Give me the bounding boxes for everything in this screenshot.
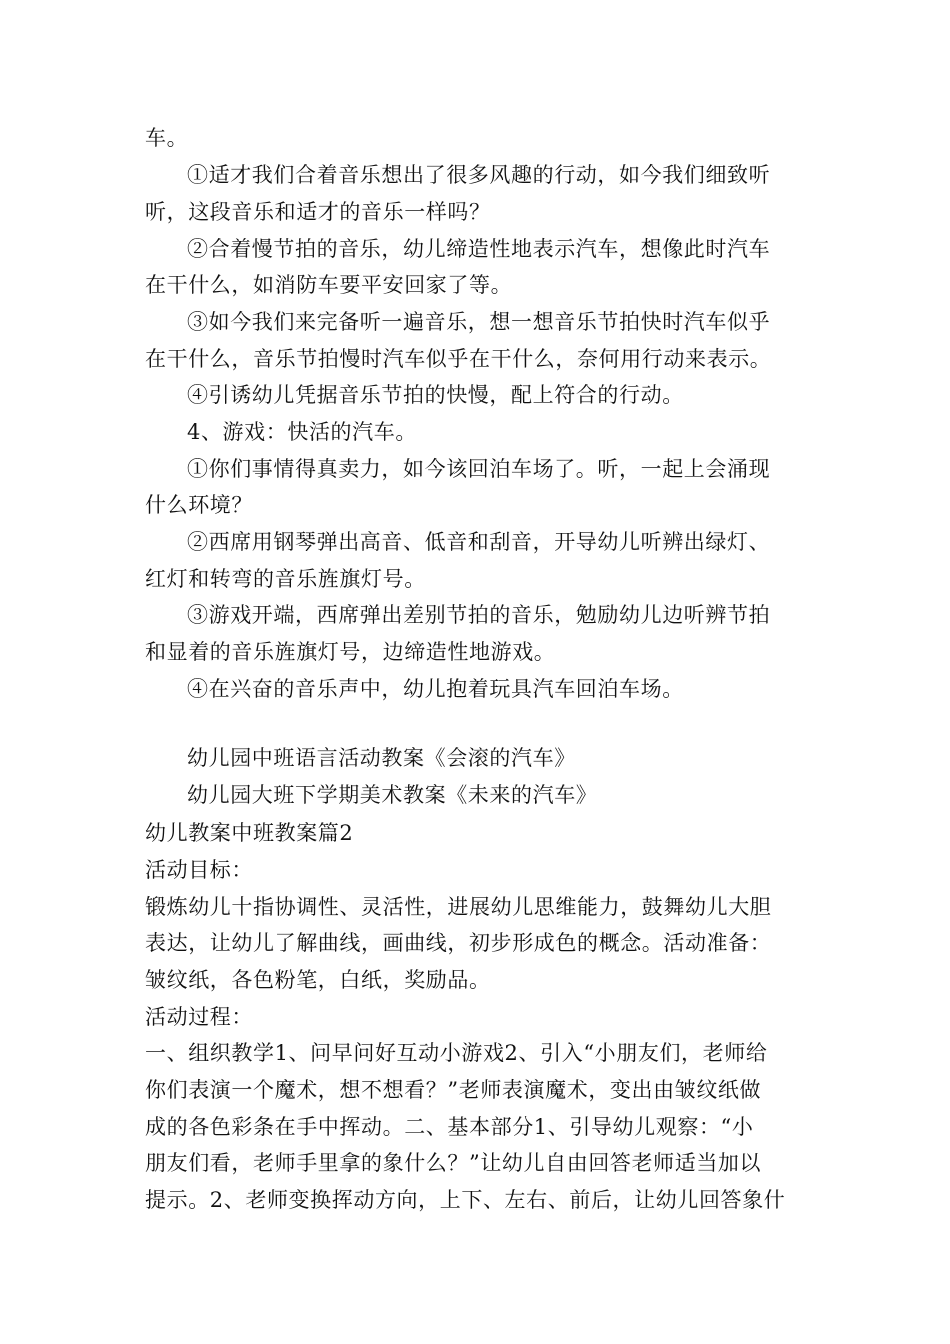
text-line: ④引诱幼儿凭据音乐节拍的快慢，配上符合的行动。 <box>187 383 684 407</box>
text-line: ②合着慢节拍的音乐，幼儿缔造性地表示汽车，想像此时汽车 <box>187 237 771 261</box>
text-line: 皱纹纸，各色粉笔，白纸，奖励品。 <box>145 968 491 992</box>
text-line: ①适才我们合着音乐想出了很多风趣的行动，如今我们细致听 <box>187 163 771 187</box>
subheading: 活动过程： <box>145 1005 253 1029</box>
text-line: ①你们事情得真卖力，如今该回泊车场了。听，一起上会涌现 <box>187 457 771 481</box>
related-link[interactable]: 幼儿园中班语言活动教案《会滚的汽车》 <box>187 746 576 770</box>
text-line: 提示。2、老师变换挥动方向，上下、左右、前后，让幼儿回答象什 <box>145 1188 786 1212</box>
text-line: 你们表演一个魔术，想不想看？”老师表演魔术，变出由皱纹纸做 <box>145 1078 762 1102</box>
text-line: ③游戏开端，西席弹出差别节拍的音乐，勉励幼儿边听辨节拍 <box>187 603 771 627</box>
text-line: ③如今我们来完备听一遍音乐，想一想音乐节拍快时汽车似乎 <box>187 310 771 334</box>
section-heading: 幼儿教案中班教案篇2 <box>145 821 354 845</box>
text-line: 表达，让幼儿了解曲线，画曲线，初步形成色的概念。活动准备： <box>145 931 772 955</box>
text-line: 在干什么，如消防车要平安回家了等。 <box>145 273 513 297</box>
text-line: 朋友们看，老师手里拿的象什么？”让幼儿自由回答老师适当加以 <box>145 1151 762 1175</box>
text-line: 在干什么，音乐节拍慢时汽车似乎在干什么，奈何用行动来表示。 <box>145 347 772 371</box>
text-line: 红灯和转弯的音乐旌旗灯号。 <box>145 567 426 591</box>
text-line: 成的各色彩条在手中挥动。二、基本部分1、引导幼儿观察：“小 <box>145 1115 754 1139</box>
text-line: ④在兴奋的音乐声中，幼儿抱着玩具汽车回泊车场。 <box>187 677 684 701</box>
text-line: 锻炼幼儿十指协调性、灵活性，进展幼儿思维能力，鼓舞幼儿大胆 <box>145 895 772 919</box>
text-line: 听，这段音乐和适才的音乐一样吗？ <box>145 200 491 224</box>
related-link[interactable]: 幼儿园大班下学期美术教案《未来的汽车》 <box>187 783 598 807</box>
text-line: 4、游戏：快活的汽车。 <box>187 420 417 444</box>
text-line: ②西席用钢琴弹出高音、低音和刮音，开导幼儿听辨出绿灯、 <box>187 530 771 554</box>
text-line: 一、组织教学1、问早问好互动小游戏2、引入“小朋友们，老师给 <box>145 1041 768 1065</box>
text-line: 什么环境？ <box>145 493 253 517</box>
text-line: 车。 <box>145 126 189 150</box>
text-line: 和显着的音乐旌旗灯号，边缔造性地游戏。 <box>145 640 556 664</box>
subheading: 活动目标： <box>145 858 253 882</box>
